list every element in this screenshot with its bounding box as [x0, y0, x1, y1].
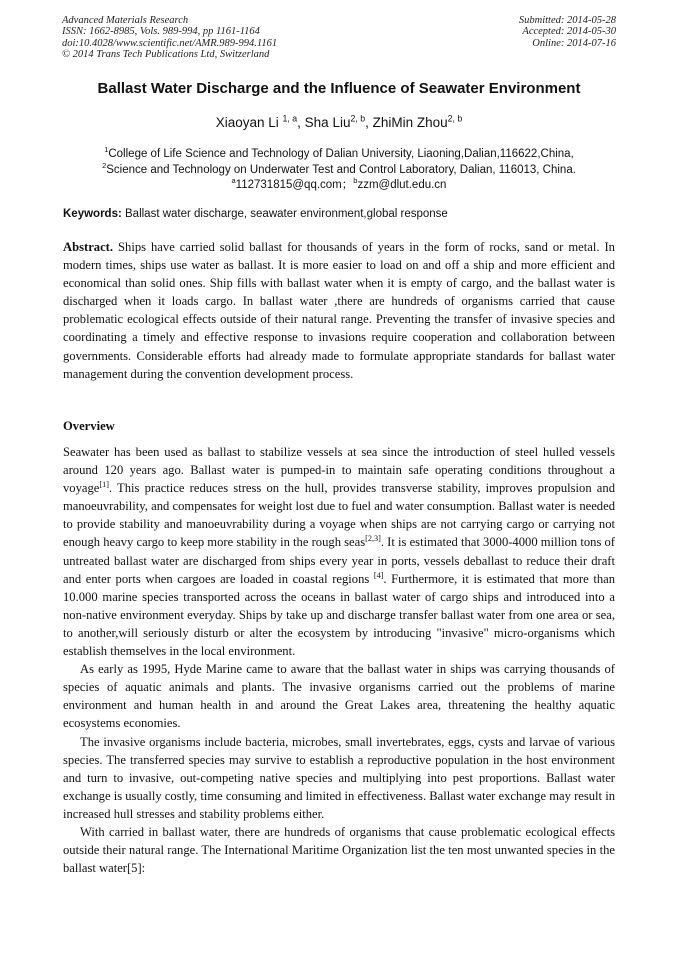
- keywords-label: Keywords:: [63, 208, 122, 220]
- affiliation-2: $^2$Science and Technology on Underwater Test and Control Laboratory, Dalian, 116013, China.: [102, 160, 576, 176]
- abstract-text: Ships have carried solid ballast for thousands of years in the form of rocks, sand or metal. In modern times, ships use water as ballast. It is more easier to load on and off a ship and more efficient and economical than solid ones. Ship fills with ballast water when it is empty of cargo, and the ballast water is discharged when it loads cargo. In ballast water ,there are hundreds of organisms carried that cause problematic ecological effects outside of their natural range. Preventing the transfer of invasive species and coordinating a timely and effective response to invasions require cooperation and collaboration between governments. Considerable efforts had already made to formulate appropriate standards for ballast water management during the convention development process.: [63, 240, 615, 381]
- overview-section: [63, 443, 615, 877]
- section-heading-overview: Overview: [63, 419, 115, 433]
- overview-paragraph-2: As early as 1995, Hyde Marine came to aware that the ballast water in ships was carrying thousands of species of aquatic animals and plants. The invasive organisms carried out the problems of marine environment and human health in and around the Great Lakes area, threatening the healthy aquatic ecosystems economies.: [63, 662, 615, 731]
- author: Sha Liu$^{2, b}$,: [304, 113, 373, 130]
- citation: [1]: [99, 480, 109, 489]
- issn-line: ISSN: 1662-8985, Vols. 989-994, pp 1161-1164: [62, 26, 260, 38]
- keywords: [63, 207, 448, 222]
- online-date: Online: 2014-07-16: [532, 37, 616, 49]
- overview-paragraph-4: With carried in ballast water, there are hundreds of organisms that cause problematic ecological effects outside their natural range. The International Maritime Organization list the ten most unwanted species in the ballast water[5]:: [63, 824, 615, 876]
- copyright-line: © 2014 Trans Tech Publications Ltd, Switzerland: [62, 49, 270, 61]
- citation: [4]: [373, 570, 384, 580]
- email-b: zzm@dlut.edu.cn: [357, 179, 447, 191]
- email-a: 112731815@qq.com: [235, 179, 342, 191]
- author: ZhiMin Zhou$^{2, b}$: [372, 113, 463, 130]
- accepted-date: Accepted: 2014-05-30: [522, 26, 616, 38]
- doi-line: doi:10.4028/www.scientific.net/AMR.989-994.1161: [62, 37, 278, 49]
- submitted-date: Submitted: 2014-05-28: [518, 15, 616, 26]
- journal-name: Advanced Materials Research: [62, 15, 189, 26]
- overview-paragraph-1: Seawater has been used as ballast to stabilize vessels at sea since the introduction of steel hulled vessels around 120 years ago. Ballast water is pumped-in to maintain safe operating conditions throughout a voyage[1]. This practice reduces stress on the hull, provides transverse stability, improves propulsion and manoeuvrability, and compensates for weight lost due to fuel and water consumption. Ballast water is needed to provide stability and manoeuvrability during a voyage when ships are not carrying cargo or carrying not enough heavy cargo to keep more stability in the rough seas[2,3]. It is estimated that 3000-4000 million tons of untreated ballast water are discharged from ships every year in ports, vessels deballast to reduce their draft and enter ports when cargoes are loaded in coastal regions [4]. Furthermore, it is estimated that more than 10.000 marine species transported across the oceans in ballast water of cargo ships and introduced into a non-native environment everyday. Ships by take up and discharge transfer ballast water from one area or sea, to another,will seriously disturb or alter the ecosystem by introducing "invasive" micro-organisms which establish themselves in the local environment.: [63, 445, 615, 659]
- affiliations: [0, 147, 678, 194]
- abstract-label: Abstract.: [63, 240, 114, 254]
- email-line: $^a$112731815@qq.com；$^b$zzm@dlut.edu.cn: [231, 176, 447, 191]
- keywords-text: Ballast water discharge, seawater environment,global response: [125, 208, 448, 220]
- citation: [2,3]: [365, 534, 381, 544]
- abstract: [63, 238, 615, 383]
- overview-paragraph-3: The invasive organisms include bacteria, microbes, small invertebrates, eggs, cysts and larvae of various species. The transferred species may survive to establish a reproductive population in the host environment and turn to invasive, out-competing native species and multiplying into pest proportions. Ballast water exchange is usually costly, time consuming and limited in effectiveness. Ballast water exchange may result in increased hull stresses and stability problems either.: [63, 734, 615, 821]
- journal-header: [62, 15, 277, 61]
- author-list: [0, 114, 678, 132]
- affiliation-1: $^1$College of Life Science and Technology of Dalian University, Liaoning,Dalian,116622,China,: [104, 145, 574, 160]
- dates-header: [519, 15, 616, 49]
- paper-title: Ballast Water Discharge and the Influence of Seawater Environment: [97, 80, 581, 97]
- author: Xiaoyan Li $^{1, a}$,: [215, 113, 305, 130]
